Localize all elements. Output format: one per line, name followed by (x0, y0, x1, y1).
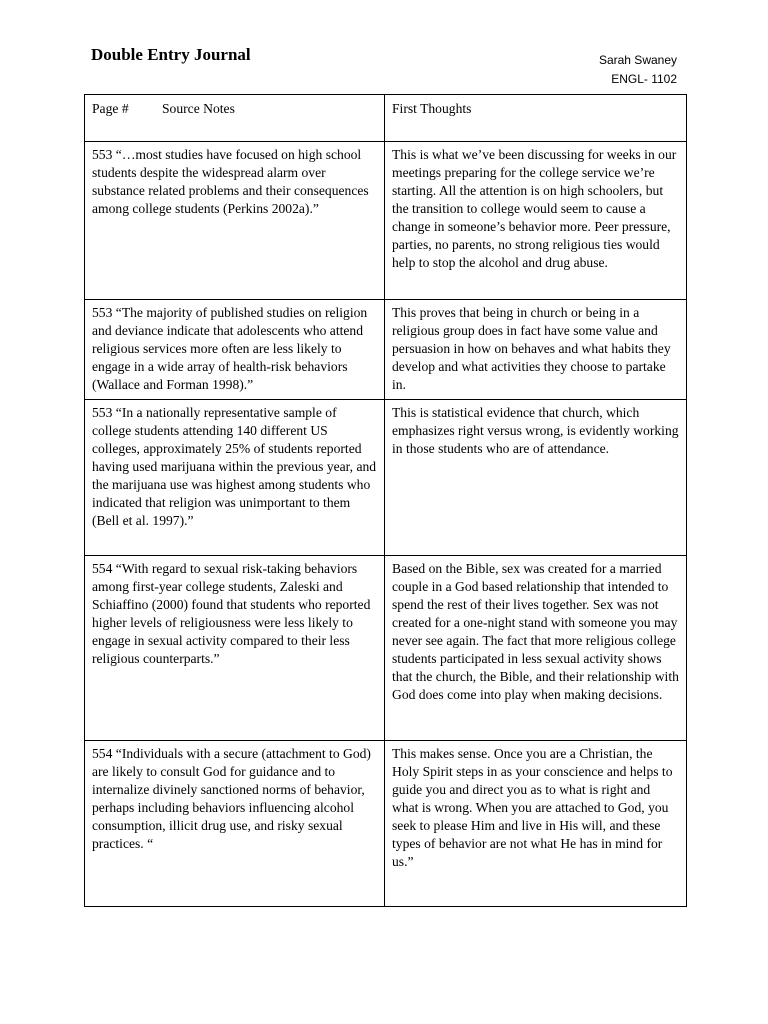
page-number-header: Page # (92, 101, 129, 116)
source-header-cell (85, 95, 385, 142)
journal-table (84, 94, 687, 907)
source-note-cell: 554 “With regard to sexual risk-taking behaviors among first-year college students, Zaleski and Schiaffino (2000) found that students who reported higher levels of religiousness were less likely to engage in sexual activity compared to their less religious counterparts.” (85, 556, 385, 741)
first-thought-cell: This makes sense. Once you are a Christian, the Holy Spirit steps in as your conscience and helps to guide you and direct you as to what is right and what is wrong. When you are attached to God, you seek to please Him and live in His will, and these types of behavior are not what He has in mind for us.” (385, 741, 687, 907)
first-thought-cell: This is what we’ve been discussing for weeks in our meetings preparing for the college service we’re starting. All the attention is on high schoolers, but the transition to college would seem to cause a change in someone’s behavior more. Peer pressure, parties, no parents, no strong religious ties would help to stop the alcohol and drug abuse. (385, 142, 687, 300)
table-row (85, 142, 687, 300)
source-note-cell: 554 “Individuals with a secure (attachment to God) are likely to consult God for guidance and to internalize divinely sanctioned norms of behavior, perhaps including behaviors influencing alcohol consumption, illicit drug use, and risky sexual practices. “ (85, 741, 385, 907)
author-name: Sarah Swaney (598, 53, 677, 67)
table-header-row (85, 95, 687, 142)
first-thoughts-header: First Thoughts (385, 95, 687, 142)
table-row (85, 400, 687, 556)
first-thought-cell: This proves that being in church or being in a religious group does in fact have some value and persuasion in how on behaves and what habits they develop and what activities they choose to partake in. (385, 300, 687, 400)
author-block (599, 51, 677, 89)
source-note-cell: 553 “…most studies have focused on high school students despite the widespread alarm over substance related problems and their consequences among college students (Perkins 2002a).” (85, 142, 385, 300)
table-row (85, 556, 687, 741)
first-thought-cell: Based on the Bible, sex was created for a married couple in a God based relationship that intended to spend the rest of their lives together. Sex was not created for a one-night stand with someone you may never see again. The fact that more religious college students participated in less sexual activity shows that the church, the Bible, and their relationship with God does come into play when making decisions. (385, 556, 687, 741)
source-note-cell: 553 “The majority of published studies on religion and deviance indicate that adolescents who attend religious services more often are less likely to engage in a wide array of health-risk behaviors (Wallace and Forman 1998).” (85, 300, 385, 400)
source-note-cell: 553 “In a nationally representative sample of college students attending 140 different US colleges, approximately 25% of students reported having used marijuana within the previous year, and the marijuana use was highest among students who indicated that religion was unimportant to them (Bell et al. 1997).” (85, 400, 385, 556)
first-thought-cell: This is statistical evidence that church, which emphasizes right versus wrong, is evidently working in those students who are of attendance. (385, 400, 687, 556)
table-row (85, 741, 687, 907)
source-notes-header: Source Notes (162, 101, 235, 116)
table-row (85, 300, 687, 400)
course-code: ENGL- 1102 (611, 72, 677, 86)
document-title: Double Entry Journal (91, 45, 251, 64)
